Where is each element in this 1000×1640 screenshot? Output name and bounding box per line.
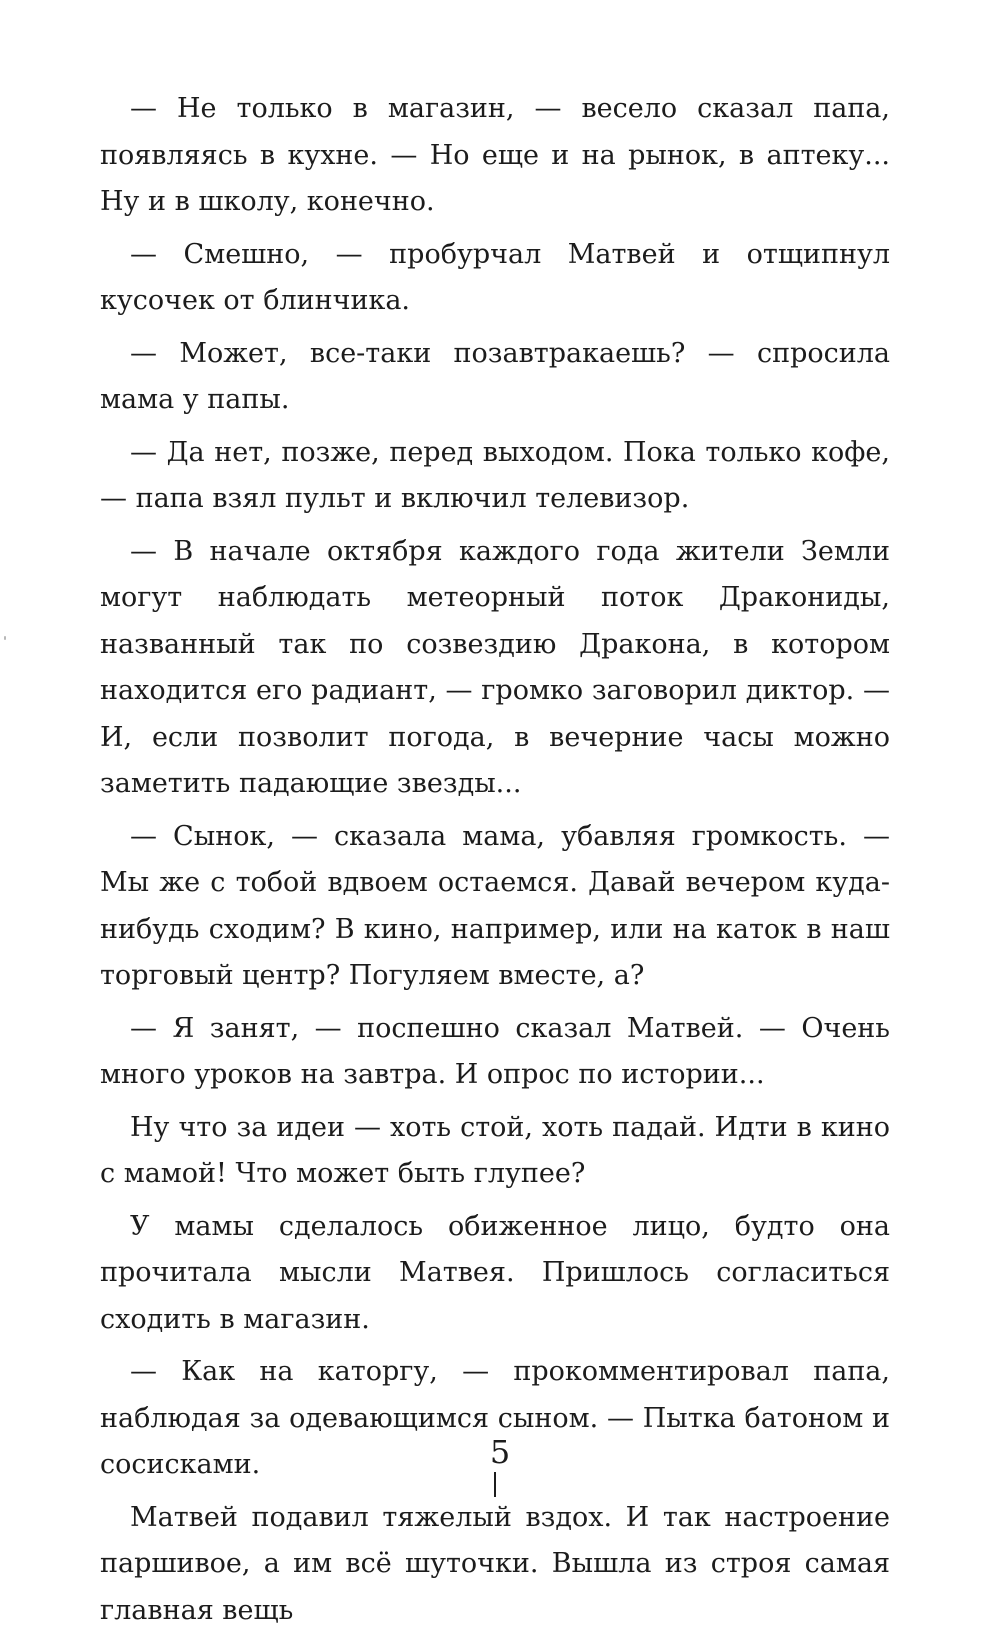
margin-speck	[4, 636, 6, 640]
paragraph-11: Матвей подавил тяжелый вздох. И так настроение паршивое, а им всё шуточки. Вышла из строя самая главная вещь	[100, 1501, 890, 1626]
paragraph-9: У мамы сделалось обиженное лицо, будто она прочитала мысли Матвея. Пришлось согласиться сходить в магазин.	[100, 1210, 890, 1335]
paragraph-4: — Да нет, позже, перед выходом. Пока только кофе, — папа взял пульт и включил телевизор.	[100, 436, 890, 514]
paragraph-6: — Сынок, — сказала мама, убавляя громкость. — Мы же с тобой вдвоем остаемся. Давай вечером куда-нибудь сходим? В кино, например, или на каток в наш торговый центр? Погуляем вместе, а?	[100, 820, 890, 991]
paragraph-2: — Смешно, — пробурчал Матвей и отщипнул кусочек от блинчика.	[100, 238, 890, 316]
paragraph-7: — Я занят, — поспешно сказал Матвей. — Очень много уроков на завтра. И опрос по истории...	[100, 1012, 890, 1090]
paragraph-3: — Может, все-таки позавтракаешь? — спросила мама у папы.	[100, 337, 890, 415]
body-text	[100, 86, 890, 1640]
paragraph-10: — Как на каторгу, — прокомментировал папа, наблюдая за одевающимся сыном. — Пытка батоном и сосисками.	[100, 1356, 890, 1480]
paragraph-8: Ну что за идеи — хоть стой, хоть падай. Идти в кино с мамой! Что может быть глупее?	[100, 1111, 890, 1189]
page-number: 5	[489, 1433, 511, 1471]
paragraph-5: — В начале октября каждого года жители Земли могут наблюдать метеорный поток Дракониды, названный так по созвездию Дракона, в котором находится его радиант, — громко заговорил диктор. — И, если позволит погода, в вечерние часы можно заметить падающие звезды...	[100, 535, 890, 799]
page-number-rule	[494, 1472, 496, 1497]
paragraph-1: — Не только в магазин, — весело сказал папа, появляясь в кухне. — Но еще и на рынок, в аптеку... Ну и в школу, конечно.	[100, 93, 890, 217]
